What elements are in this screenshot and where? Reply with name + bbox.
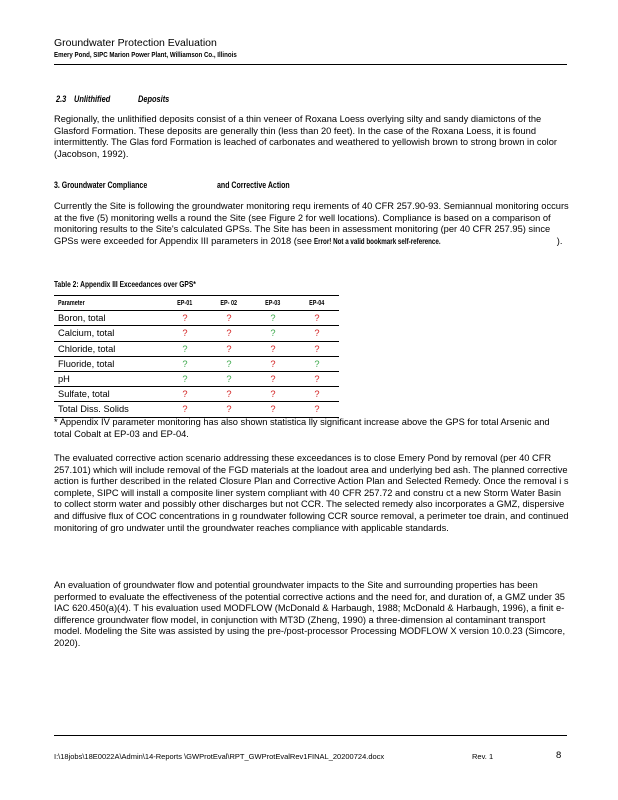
footer-file-path: I:\18jobs\18E0022A\Admin\14-Reports \GWProtEval\RPT_GWProtEvalRev1FINAL_20200724.docx	[54, 752, 385, 761]
column-header-ep04: EP-04	[295, 296, 339, 311]
parameter-name: Boron, total	[54, 311, 163, 326]
exceedance-mark: ?	[251, 326, 295, 341]
table-title: Table 2: Appendix III Exceedances over GPS*	[54, 279, 196, 289]
table-row	[54, 326, 339, 341]
table-row	[54, 311, 339, 326]
exceedance-mark: ?	[163, 341, 207, 356]
table-row	[54, 371, 339, 386]
exceedance-mark: ?	[207, 326, 251, 341]
corrective-action-paragraph: The evaluated corrective action scenario addressing these exceedances is to close Emery Pond by removal (per 40 CFR 257.101) which will include removal of the FGD materials at the loadout area and underlying bed ash. The planned corrective action is further described in the related Closure Plan and Corrective Action Plan and Selected Remedy. Once the removal i s complete, SIPC will install a composite liner system compliant with 40 CFR 257.72 and constru ct a new Storm Water Basin to collect storm water and possibly other discharges but not CCR. The selected remedy also incorporates a GMZ, dispersive and diffusive flux of COC concentrations in g roundwater following CCR source removal, a perimeter toe drain, and continued monitoring of gro undwater until the groundwater reaches compliance with applicable standards.	[54, 453, 569, 533]
parameter-name: Sulfate, total	[54, 387, 163, 402]
column-header-parameter: Parameter	[54, 296, 163, 311]
exceedance-mark: ?	[207, 371, 251, 386]
groundwater-compliance-paragraph	[54, 201, 569, 247]
parameter-name: Chloride, total	[54, 341, 163, 356]
exceedance-mark: ?	[251, 341, 295, 356]
section-3-heading-part1: 3. Groundwater Compliance	[54, 180, 148, 190]
table-row	[54, 402, 339, 417]
table-row	[54, 387, 339, 402]
header-title: Groundwater Protection Evaluation	[54, 37, 217, 49]
exceedance-mark: ?	[207, 356, 251, 371]
exceedance-mark: ?	[295, 311, 339, 326]
exceedance-mark: ?	[295, 371, 339, 386]
table-header-row	[54, 296, 339, 311]
exceedance-mark: ?	[295, 387, 339, 402]
exceedance-mark: ?	[251, 311, 295, 326]
footer-divider	[54, 735, 567, 736]
section-title-part2: Deposits	[138, 94, 170, 105]
exceedance-mark: ?	[207, 402, 251, 417]
table-row	[54, 356, 339, 371]
section-number: 2.3	[56, 94, 67, 105]
page-number: 8	[556, 750, 562, 761]
exceedance-mark: ?	[251, 387, 295, 402]
table-footnote: * Appendix IV parameter monitoring has also shown statistica lly significant increase above the GPS for total Arsenic and total Cobalt at EP-03 and EP-04.	[54, 417, 550, 439]
header-subtitle: Emery Pond, SIPC Marion Power Plant, Williamson Co., Illinois	[54, 50, 237, 59]
parameter-name: Calcium, total	[54, 326, 163, 341]
exceedance-mark: ?	[251, 371, 295, 386]
footer-revision: Rev. 1	[472, 752, 494, 761]
exceedance-mark: ?	[251, 402, 295, 417]
column-header-ep02: EP- 02	[207, 296, 251, 311]
parameter-name: Fluoride, total	[54, 356, 163, 371]
exceedance-mark: ?	[207, 311, 251, 326]
exceedance-mark: ?	[295, 356, 339, 371]
section-3-heading-part2: and Corrective Action	[217, 180, 290, 190]
exceedance-mark: ?	[163, 387, 207, 402]
column-header-ep01: EP-01	[163, 296, 207, 311]
table-row	[54, 341, 339, 356]
exceedance-mark: ?	[163, 371, 207, 386]
exceedance-mark: ?	[295, 402, 339, 417]
column-header-ep03: EP-03	[251, 296, 295, 311]
exceedance-mark: ?	[295, 341, 339, 356]
exceedance-mark: ?	[251, 356, 295, 371]
exceedance-mark: ?	[163, 356, 207, 371]
exceedance-mark: ?	[163, 402, 207, 417]
exceedance-mark: ?	[295, 326, 339, 341]
compliance-text: Currently the Site is following the groundwater monitoring requ irements of 40 CFR 257.90-93. Semiannual monitoring occurs at the five (5) monitoring wells a round the Site (see Figure 2 for well locations). Compliance is based on a comparison of monitoring results to the Site's calculated GPSs. The Site has been in assessment monitoring (per 40 CFR 257.95) since GPSs were exceeded for Appendix III parameters in 2018 (see	[54, 201, 569, 246]
exceedances-table	[54, 295, 339, 418]
unlithified-deposits-paragraph: Regionally, the unlithified deposits consist of a thin veneer of Roxana Loess overlying silty and sandy diamictons of the Glasford Formation. These deposits are generally thin (less than 20 feet). In the case of the Roxana Loess, it is found intermittently. The Glas ford Formation is leached of carbonates and weathered to yellowish brown to strong brown in color (Jacobson, 1992).	[54, 114, 557, 159]
exceedance-mark: ?	[207, 387, 251, 402]
parameter-name: Total Diss. Solids	[54, 402, 163, 417]
exceedance-mark: ?	[163, 311, 207, 326]
parameter-name: pH	[54, 371, 163, 386]
compliance-text-end: ).	[556, 235, 563, 246]
section-title-part1: Unlithified	[74, 94, 111, 105]
groundwater-evaluation-paragraph: An evaluation of groundwater flow and potential groundwater impacts to the Site and surrounding properties has been performed to evaluate the effectiveness of the potential corrective actions and the need for, and duration of, a GMZ under 35 IAC 620.450(a)(4). T his evaluation used MODFLOW (McDonald & Harbaugh, 1988; McDonald & Harbaugh, 1996), a finit e-difference groundwater flow model, in conjunction with MT3D (Zheng, 1990) a three-dimension al contaminant transport model. Modeling the Site was assisted by using the pre-/post-processor Processing MODFLOW X version 10.0.23 (Simcore, 2020).	[54, 580, 566, 648]
exceedance-mark: ?	[163, 326, 207, 341]
exceedance-mark: ?	[207, 341, 251, 356]
bookmark-error: Error! Not a valid bookmark self-reference.	[314, 236, 442, 246]
header-divider	[54, 64, 567, 65]
